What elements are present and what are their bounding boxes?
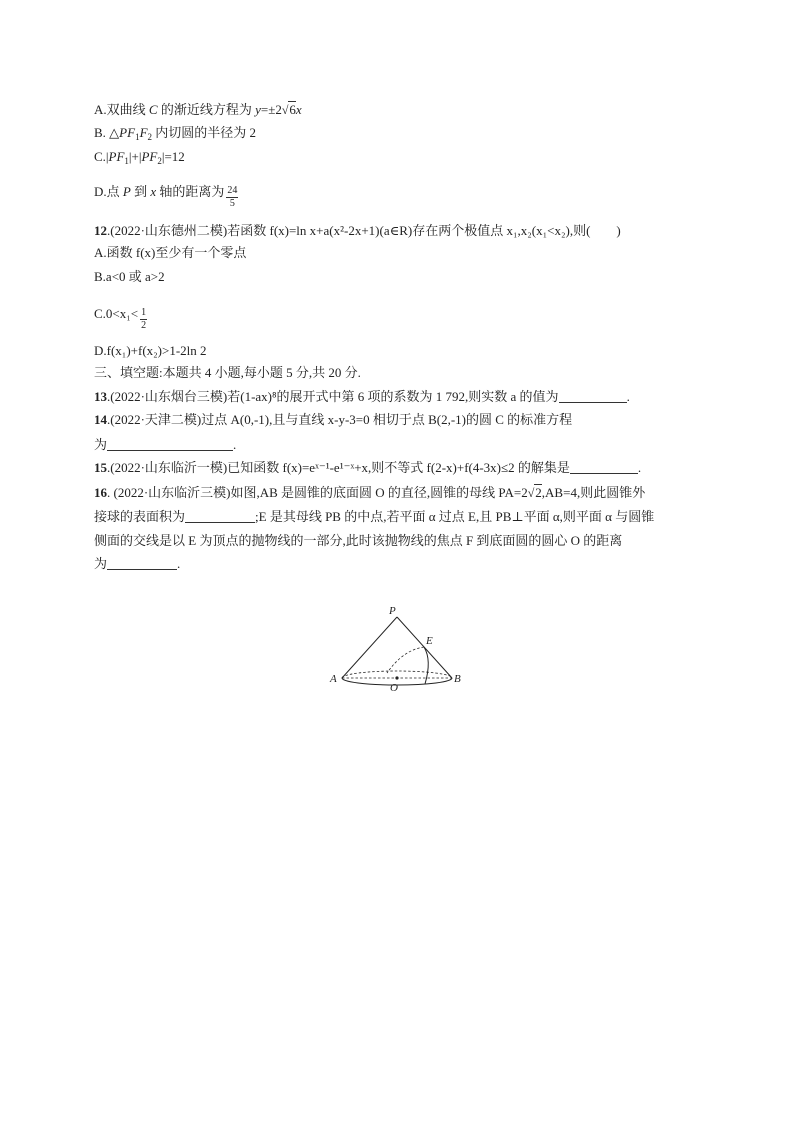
answer-blank[interactable] (559, 390, 627, 403)
q16-line1: 16. (2022·山东临沂三模)如图,AB 是圆锥的底面圆 O 的直径,圆锥的母线 PA=2√2,AB=4,则此圆锥外 (94, 485, 646, 500)
answer-blank[interactable] (107, 438, 233, 451)
answer-blank[interactable] (185, 510, 255, 523)
q12-option-d: D.f(x₁)+f(x₂)>1-2ln 2 (94, 343, 207, 358)
center-point-o (395, 676, 398, 679)
parabola-hidden (387, 647, 424, 673)
q11-option-c: $C.|PF_1|+|PF_2|=12$ (94, 149, 185, 166)
q14-line2: 为 . (94, 437, 237, 452)
q11-option-a: A.双曲线 C 的渐近线方程为 y=±2√6x (94, 102, 302, 117)
label-e: E (426, 635, 433, 647)
label-a: A (330, 673, 337, 685)
answer-blank[interactable] (570, 461, 638, 474)
q16-line3: 侧面的交线是以 E 为顶点的抛物线的一部分,此时该抛物线的焦点 F 到底面圆的圆心 O 的距离 (94, 533, 623, 548)
answer-blank[interactable] (107, 557, 177, 570)
q15: 15.(2022·山东临沂一模)已知函数 f(x)=eˣ⁻¹-e¹⁻ˣ+x,则不等式 f(2-x)+f(4-3x)≤2 的解集是 . (94, 460, 642, 475)
cone-figure (325, 600, 470, 695)
parabola-visible (424, 647, 428, 684)
q12-option-a: A.函数 f(x)至少有一个零点 (94, 245, 247, 260)
label-b: B (454, 673, 461, 685)
section-3-heading: 三、填空题:本题共 4 小题,每小题 5 分,共 20 分. (94, 365, 361, 380)
q12-stem: 12.(2022·山东德州二模)若函数 f(x)=ln x+a(x²-2x+1)(a∈R)存在两个极值点 x₁,x₂(x₁<x₂),则( ) (94, 223, 621, 238)
q14: 14.(2022·天津二模)过点 A(0,-1),且与直线 x-y-3=0 相切于点 B(2,-1)的圆 C 的标准方程 (94, 412, 573, 427)
q16-line4: 为 . (94, 556, 181, 571)
q16-line2: 接球的表面积为 ;E 是其母线 PB 的中点,若平面 α 过点 E,且 PB⊥平面 α,则平面 α 与圆锥 (94, 509, 655, 524)
cone-edge-pa (342, 617, 397, 678)
label-p: P (389, 605, 396, 617)
q11-option-d: D.点 P 到 x 轴的距离为 $\frac{24}{5}$ (94, 184, 238, 209)
q12-option-c: C.0<x₁< $\frac{1}{2}$ (94, 306, 147, 331)
q11-option-b: B. $\triangle PF_1F_2$ 内切圆的半径为 2 (94, 125, 257, 142)
fraction-1-2: $\frac{1}{2}$ (141, 307, 147, 331)
fraction-24-5: $\frac{24}{5}$ (227, 185, 238, 209)
q13: 13.(2022·山东烟台三模)若(1-ax)⁸的展开式中第 6 项的系数为 1 792,则实数 a 的值为 . (94, 389, 630, 404)
q12-option-b: B.a<0 或 a>2 (94, 269, 165, 284)
label-o: O (390, 682, 398, 694)
